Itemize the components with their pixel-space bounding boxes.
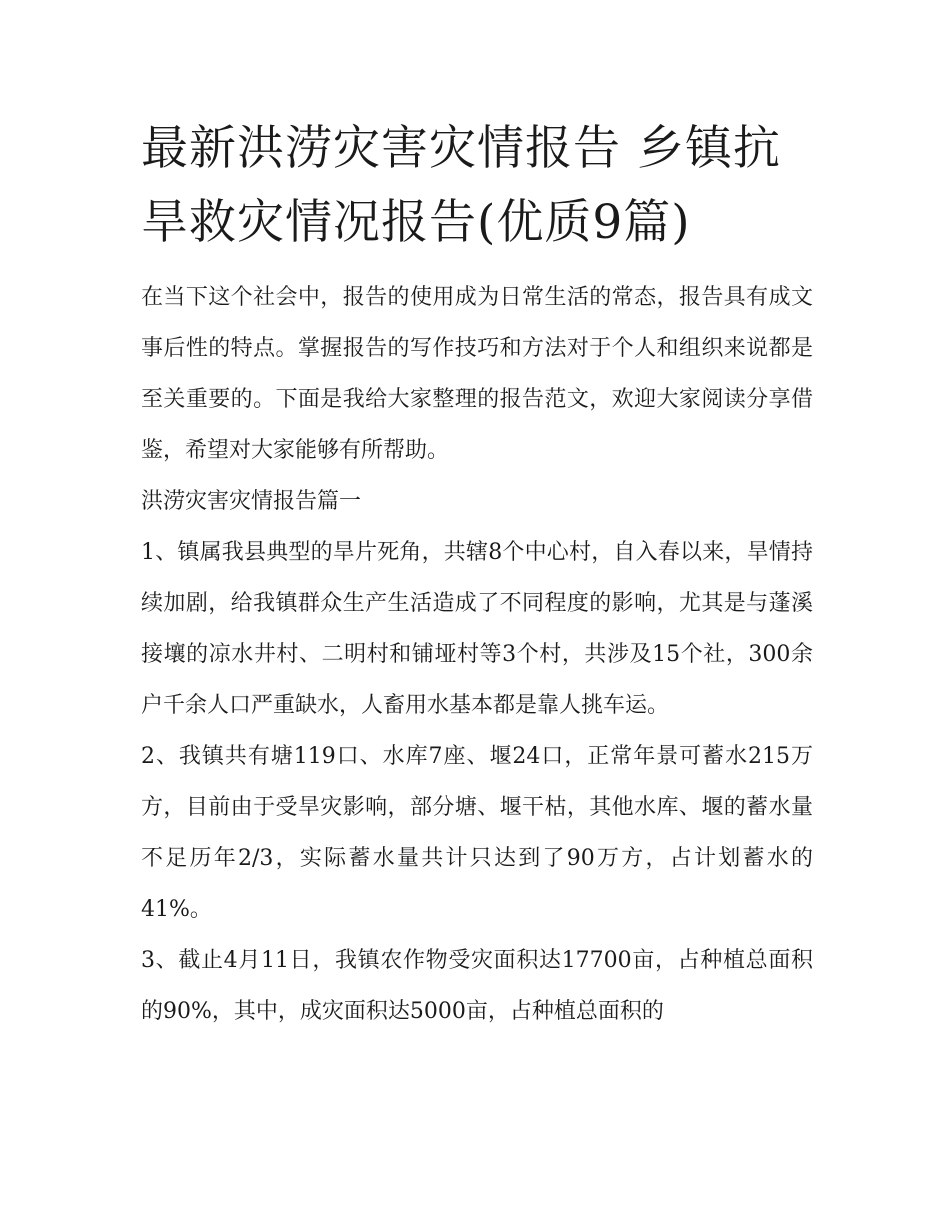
section-heading: 洪涝灾害灾情报告篇一 [141,489,362,514]
document-title: 最新洪涝灾害灾情报告 乡镇抗旱救灾情况报告(优质9篇) [141,121,781,250]
document-page [141,112,813,1037]
intro-paragraph: 在当下这个社会中，报告的使用成为日常生活的常态，报告具有成文事后性的特点。掌握报告的写作技巧和方法对于个人和组织来说都是至关重要的。下面是我给大家整理的报告范文，欢迎大家阅读分享借鉴，希望对大家能够有所帮助。 [141,285,813,463]
paragraph-item-1: 1、镇属我县典型的旱片死角，共辖8个中心村，自入春以来，旱情持续加剧，给我镇群众生产生活造成了不同程度的影响，尤其是与蓬溪接壤的凉水井村、二明村和铺垭村等3个村，共涉及15个社，300余户千余人口严重缺水，人畜用水基本都是靠人挑车运。 [141,540,813,718]
paragraph-item-2: 2、我镇共有塘119口、水库7座、堰24口，正常年景可蓄水215万方，目前由于受旱灾影响，部分塘、堰干枯，其他水库、堰的蓄水量不足历年2/3，实际蓄水量共计只达到了90万方，占计划蓄水的41%。 [141,744,813,922]
paragraph-item-3: 3、截止4月11日，我镇农作物受灾面积达17700亩，占种植总面积的90%，其中，成灾面积达5000亩，占种植总面积的 [141,948,813,1024]
